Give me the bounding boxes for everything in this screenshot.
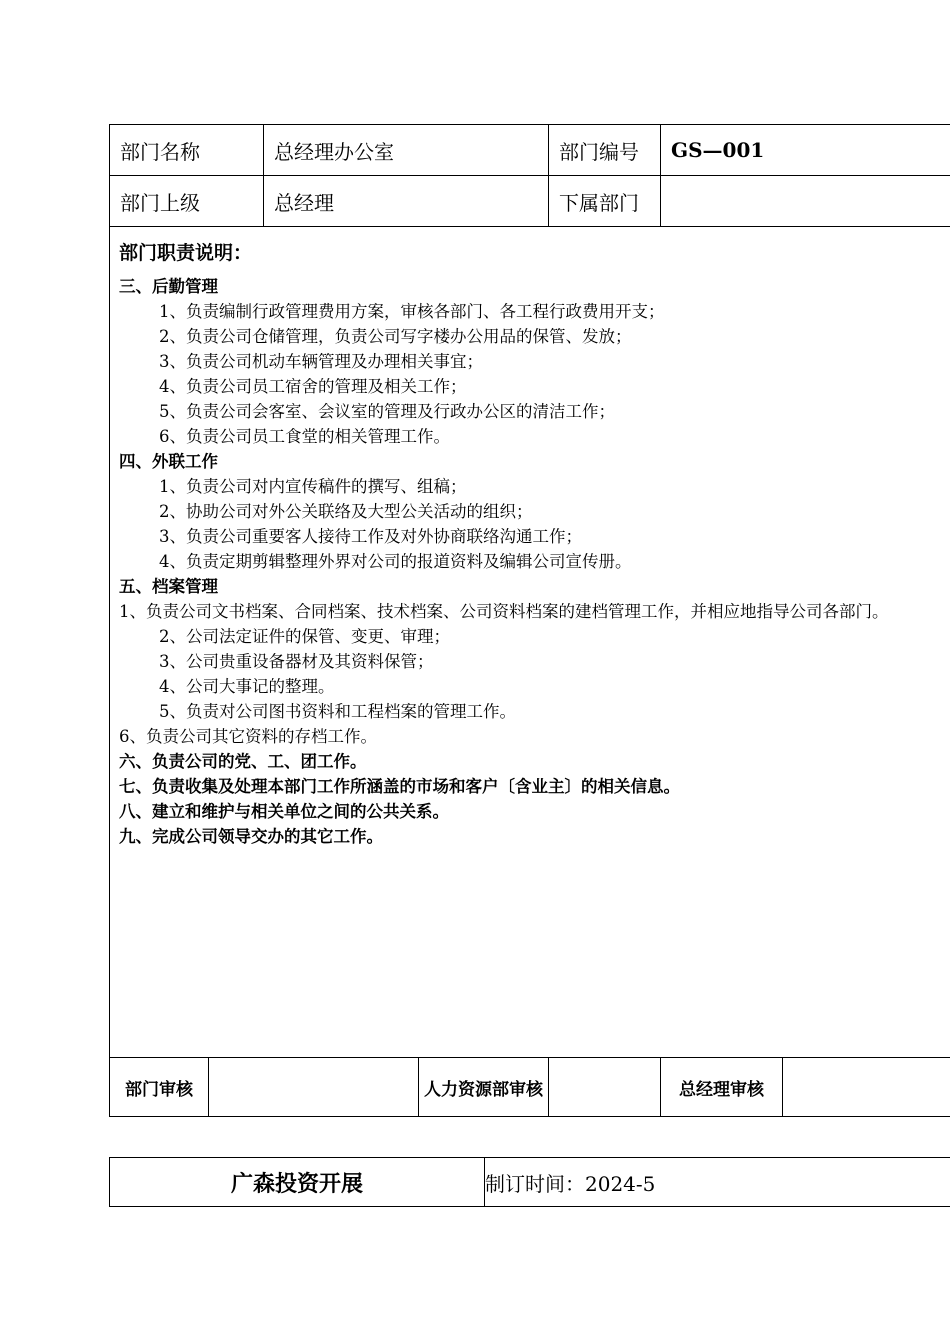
dept-code-label: 部门编号: [549, 125, 661, 176]
company-name: 广森投资开展: [110, 1158, 485, 1207]
hr-review-field[interactable]: [549, 1058, 661, 1117]
subordinate-label: 下属部门: [549, 176, 661, 227]
header-row-1: [110, 125, 950, 176]
list-item: 2、公司法定证件的保管、变更、审理；: [159, 627, 450, 646]
list-item: 3、负责公司机动车辆管理及办理相关事宜；: [159, 352, 483, 371]
responsibility-cell: [110, 227, 950, 1058]
list-item: 2、协助公司对外公关联络及大型公关活动的组织；: [159, 502, 533, 521]
list-item: 6、负责公司其它资料的存档工作。: [119, 727, 377, 746]
dept-superior-value: 总经理: [264, 176, 549, 227]
dept-superior-label: 部门上级: [110, 176, 264, 227]
hr-review-label: 人力资源部审核: [419, 1058, 549, 1117]
list-item: 5、负责公司会客室、会议室的管理及行政办公区的清洁工作；: [159, 402, 615, 421]
revision-date: 制订时间：2024-5: [485, 1158, 950, 1207]
dept-review-field[interactable]: [209, 1058, 419, 1117]
list-item: 4、负责公司员工宿舍的管理及相关工作；: [159, 377, 467, 396]
list-item: 3、负责公司重要客人接待工作及对外协商联络沟通工作；: [159, 527, 582, 546]
list-item: 4、负责定期剪辑整理外界对公司的报道资料及编辑公司宣传册。: [159, 552, 632, 571]
dept-name-label: 部门名称: [110, 125, 264, 176]
list-item: 1、负责编制行政管理费用方案，审核各部门、各工程行政费用开支；: [159, 302, 665, 321]
dept-review-label: 部门审核: [110, 1058, 209, 1117]
list-item: 4、公司大事记的整理。: [159, 677, 335, 696]
section-heading: 三、后勤管理: [119, 277, 218, 296]
list-item: 3、公司贵重设备器材及其资料保管；: [159, 652, 434, 671]
section-line: 七、负责收集及处理本部门工作所涵盖的市场和客户〔含业主〕的相关信息。: [119, 777, 680, 796]
section-line: 八、建立和维护与相关单位之间的公共关系。: [119, 802, 449, 821]
gm-review-label: 总经理审核: [661, 1058, 783, 1117]
list-item: 1、负责公司文书档案、合同档案、技术档案、公司资料档案的建档管理工作，并相应地指导公司各部门。: [119, 602, 889, 621]
subordinate-value: [661, 176, 950, 227]
dept-name-value: 总经理办公室: [264, 125, 549, 176]
header-row-2: [110, 176, 950, 227]
list-item: 1、负责公司对内宣传稿件的撰写、组稿；: [159, 477, 467, 496]
responsibility-title: 部门职责说明：: [119, 242, 253, 264]
responsibility-row: [110, 227, 950, 1058]
list-item: 5、负责对公司图书资料和工程档案的管理工作。: [159, 702, 516, 721]
list-item: 6、负责公司员工食堂的相关管理工作。: [159, 427, 450, 446]
section-heading: 四、外联工作: [119, 452, 218, 471]
dept-responsibility-table: [109, 124, 950, 1117]
dept-code-value: GS—001: [661, 125, 950, 176]
list-item: 2、负责公司仓储管理，负责公司写字楼办公用品的保管、发放；: [159, 327, 632, 346]
signoff-row: [110, 1058, 950, 1117]
footer-row: [110, 1158, 950, 1207]
section-line: 九、完成公司领导交办的其它工作。: [119, 827, 383, 846]
section-line: 六、负责公司的党、工、团工作。: [119, 752, 367, 771]
gm-review-field[interactable]: [783, 1058, 950, 1117]
section-heading: 五、档案管理: [119, 577, 218, 596]
footer-table: [109, 1157, 950, 1207]
